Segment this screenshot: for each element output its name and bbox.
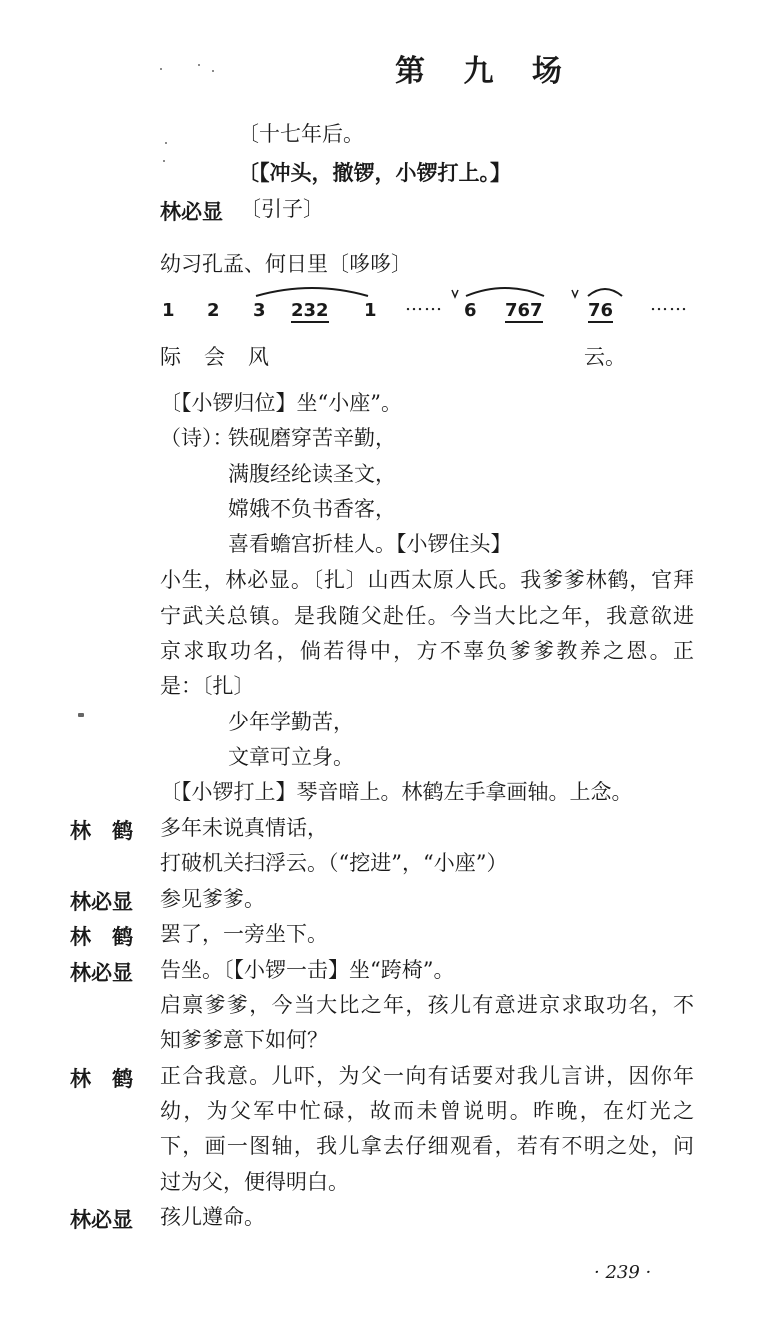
monologue-line: 京求取功名，倘若得中，方不辜负爹爹教养之恩。正 [160, 639, 694, 663]
speaker-label: 林必显 [70, 1207, 133, 1232]
dialogue-line: 幼，为父军中忙碌，故而未曾说明。昨晚，在灯光之 [160, 1099, 694, 1123]
dialogue-line: 罢了，一旁坐下。 [160, 922, 328, 946]
aria-lyric-line: 幼习孔孟、何日里〔哆哆〕 [160, 252, 412, 276]
dialogue-line: 多年未说真情话， [160, 816, 328, 840]
stage-direction-time: 〔十七年后。 [238, 122, 364, 146]
poem-label: （诗）： [160, 426, 234, 450]
monologue-line: 小生，林必显。〔扎〕山西太原人氏。我爹爹林鹤，官拜 [160, 568, 694, 592]
lyric-char: 际 [160, 345, 181, 369]
yinzi-label: 〔引子〕 [240, 197, 324, 221]
dialogue-line: 下，画一图轴，我儿拿去仔细观看，若有不明之处，问 [160, 1134, 694, 1158]
poem-line: 铁砚磨穿苦辛勤， [228, 426, 396, 450]
dialogue-line: 告坐。〔【小锣一击】坐“跨椅”。 [160, 958, 455, 982]
stage-direction-entrance: 〔【冲头，撤锣，小锣打上。】 [238, 160, 511, 185]
speaker-label: 林必显 [160, 199, 223, 224]
note: 6 [464, 300, 477, 321]
stage-direction-seated: 〔【小锣归位】坐“小座”。 [160, 391, 402, 415]
lyric-char: 会 [204, 345, 225, 369]
note: 3 [253, 300, 266, 321]
monologue-line: 是：〔扎〕 [160, 674, 255, 698]
speaker-label: 林 鹤 [70, 1066, 133, 1091]
lyric-char: 云。 [584, 345, 626, 369]
poem-line: 喜看蟾宫折桂人。【小锣住头】 [228, 532, 512, 556]
dialogue-line: 知爹爹意下如何？ [160, 1028, 328, 1052]
page-number: · 239 · [594, 1262, 652, 1283]
dialogue-line: 启禀爹爹，今当大比之年，孩儿有意进京求取功名，不 [160, 993, 694, 1017]
note: 1 [364, 300, 377, 321]
ellipsis: …… [650, 294, 688, 315]
speaker-label: 林必显 [70, 960, 133, 985]
page-title: 第 九 场 [395, 54, 576, 89]
note-group: 232 [291, 300, 329, 321]
lyric-char: 风 [248, 345, 269, 369]
dialogue-line: 孩儿遵命。 [160, 1205, 265, 1229]
dialogue-line: 过为父，便得明白。 [160, 1170, 349, 1194]
note-group: 767 [505, 300, 543, 321]
speaker-label: 林 鹤 [70, 818, 133, 843]
dialogue-line: 参见爹爹。 [160, 887, 265, 911]
poem-line: 满腹经纶读圣文， [228, 462, 396, 486]
note: 1 [162, 300, 175, 321]
dialogue-line: 打破机关扫浮云。（“挖进”，“小座”） [160, 851, 508, 875]
speaker-label: 林必显 [70, 889, 133, 914]
couplet-line: 文章可立身。 [228, 745, 354, 769]
speaker-label: 林 鹤 [70, 924, 133, 949]
note-group: 76 [588, 300, 614, 321]
note: 2 [207, 300, 220, 321]
dialogue-line: 正合我意。儿吓，为父一向有话要对我儿言讲，因你年 [160, 1064, 694, 1088]
monologue-line: 宁武关总镇。是我随父赴任。今当大比之年，我意欲进 [160, 604, 694, 628]
poem-line: 嫦娥不负书香客， [228, 497, 396, 521]
ellipsis: …… [405, 294, 443, 315]
stage-direction-entrance: 〔【小锣打上】琴音暗上。林鹤左手拿画轴。上念。 [160, 780, 633, 804]
couplet-line: 少年学勤苦， [228, 710, 354, 734]
